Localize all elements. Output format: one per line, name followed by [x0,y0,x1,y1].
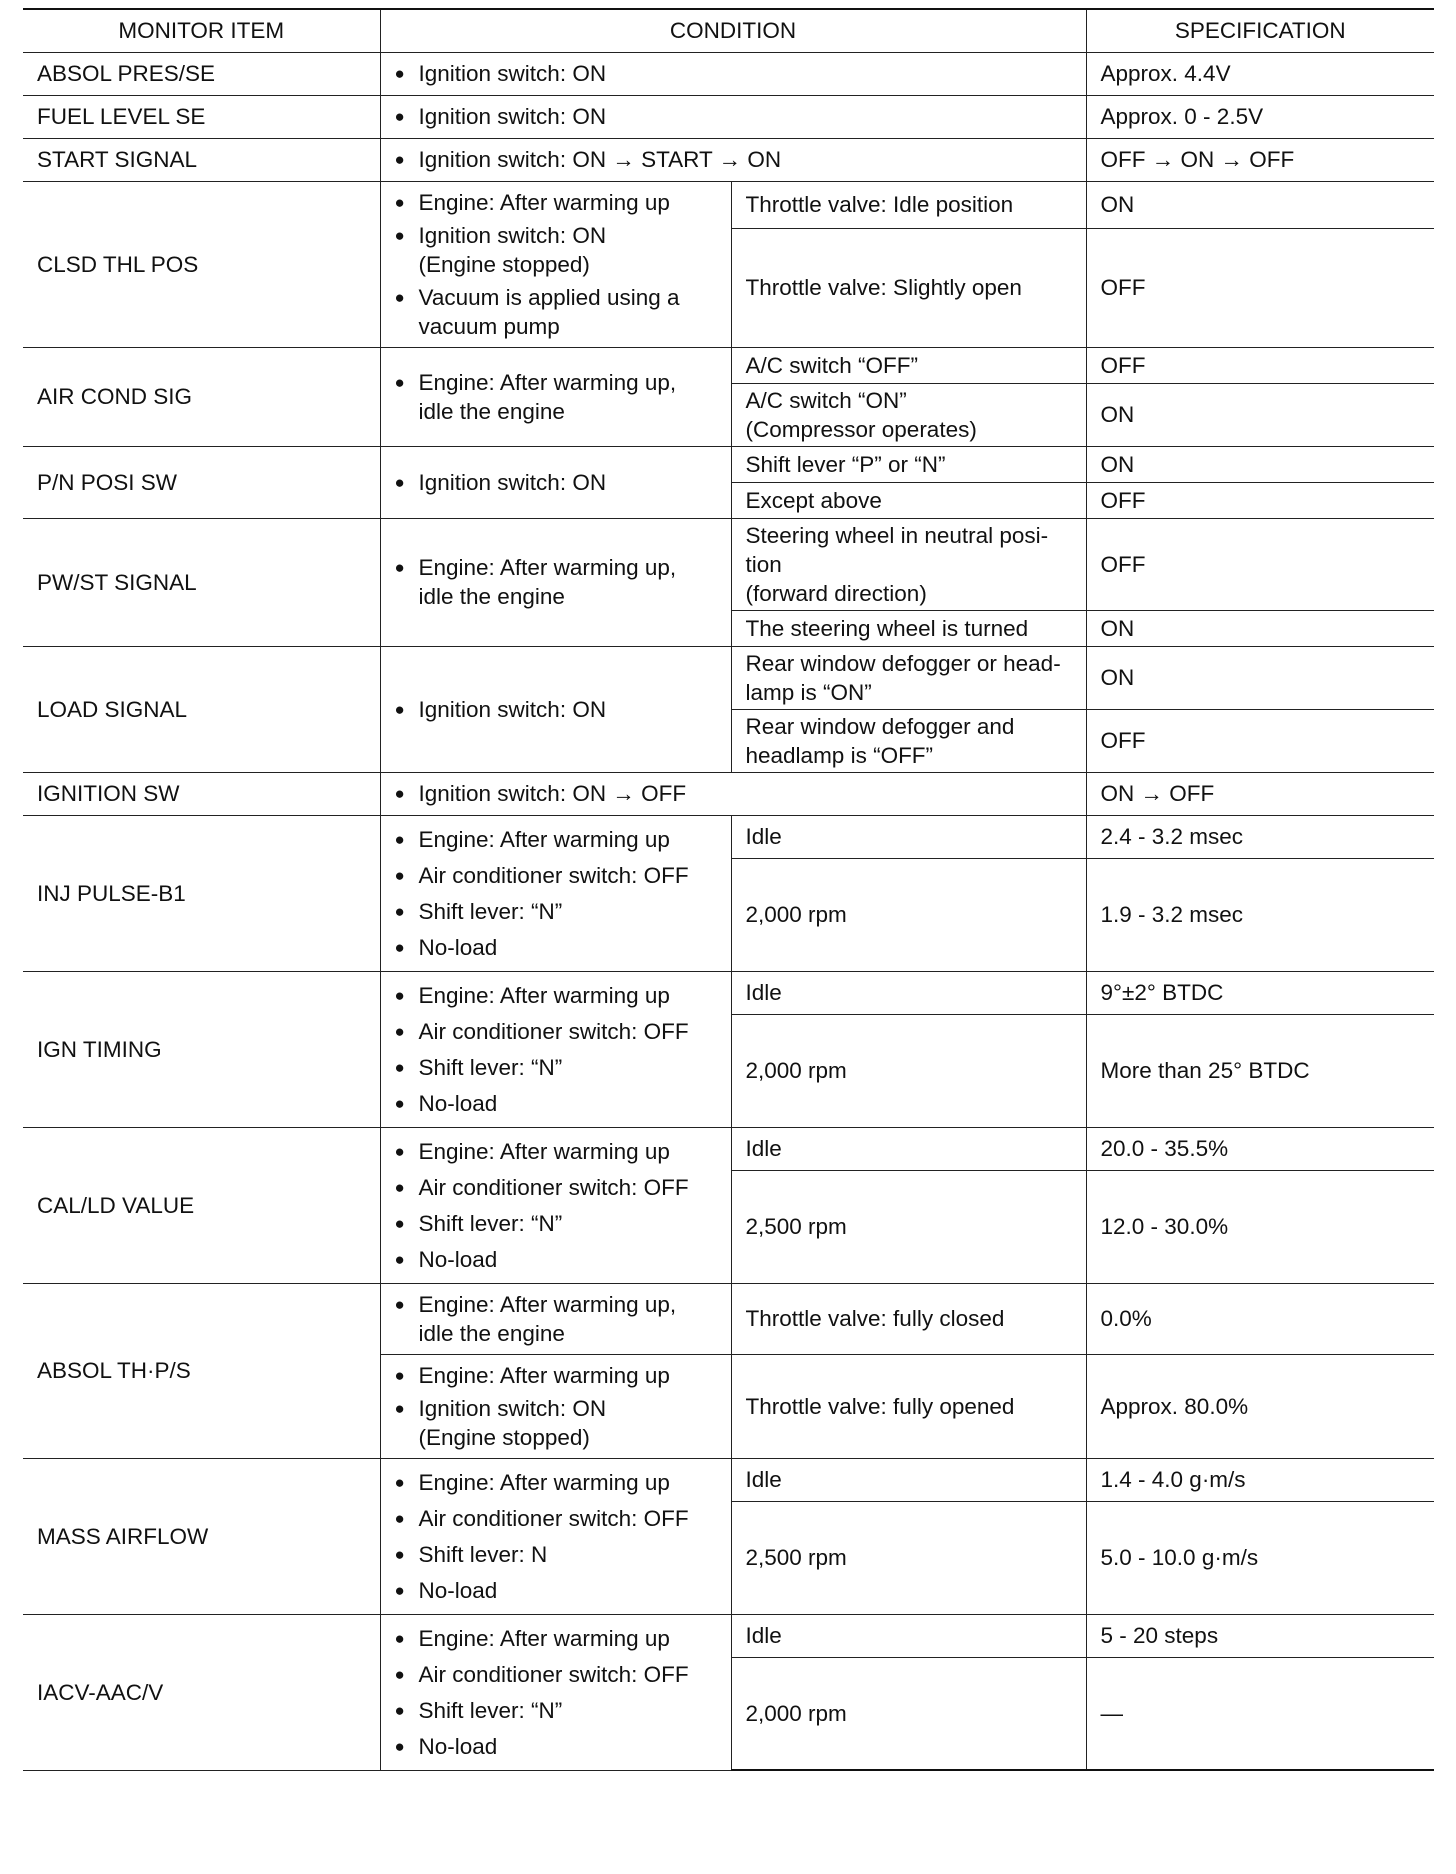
sub-condition: 2,000 rpm [731,1658,1086,1770]
condition-bullet: ● Engine: After warming up, idle the engine [395,1290,717,1348]
condition-cell [380,95,1086,138]
condition-bullet: ● Ignition switch: ON [395,102,1072,131]
header-condition: CONDITION [380,9,1086,52]
monitor-item: PW/ST SIGNAL [23,518,380,646]
condition-bullet: ● Engine: After warming up [395,1137,717,1166]
condition-bullet: ● Air conditioner switch: OFF [395,1173,717,1202]
spec-value: Approx. 0 - 2.5V [1086,95,1434,138]
spec-value: 2.4 - 3.2 msec [1086,815,1434,859]
monitor-spec-table [23,8,1434,1771]
table-row [23,815,1434,859]
condition-bullet: ● Ignition switch: ON [395,695,717,724]
spec-value: 5 - 20 steps [1086,1614,1434,1658]
table-row [23,138,1434,181]
condition-cell [380,646,731,772]
condition-bullet: ● Ignition switch: ON (Engine stopped) [395,1394,717,1452]
spec-value: More than 25° BTDC [1086,1015,1434,1127]
spec-value: Approx. 4.4V [1086,52,1434,95]
table-row [23,446,1434,482]
sub-condition: 2,000 rpm [731,1015,1086,1127]
monitor-item: CAL/LD VALUE [23,1127,380,1283]
sub-condition: Idle [731,1614,1086,1658]
sub-condition: Idle [731,971,1086,1015]
table-row [23,971,1434,1015]
spec-value: 20.0 - 35.5% [1086,1127,1434,1171]
spec-value: 5.0 - 10.0 g·m/s [1086,1502,1434,1614]
condition-bullet: ● Air conditioner switch: OFF [395,1017,717,1046]
table-row [23,772,1434,815]
condition-cell [380,1354,731,1458]
table-row [23,1458,1434,1502]
spec-value: 0.0% [1086,1283,1434,1354]
condition-cell [380,1283,731,1354]
sub-condition: Steering wheel in neutral posi- tion (forward direction) [731,518,1086,610]
sub-condition: Throttle valve: Slightly open [731,229,1086,347]
table-row [23,347,1434,383]
monitor-item: ABSOL PRES/SE [23,52,380,95]
condition-cell [380,1614,731,1770]
condition-bullet: ● No-load [395,1245,717,1274]
condition-bullet: ● Engine: After warming up [395,981,717,1010]
condition-bullet: ● Shift lever: “N” [395,897,717,926]
condition-bullet: ● No-load [395,1089,717,1118]
spec-value: 12.0 - 30.0% [1086,1171,1434,1283]
condition-bullet: ● Ignition switch: ON → OFF [395,779,1072,808]
spec-value: ON [1086,646,1434,709]
condition-bullet: ● Engine: After warming up, idle the engine [395,553,717,611]
table-row [23,1614,1434,1658]
spec-value: 1.9 - 3.2 msec [1086,859,1434,971]
sub-condition: Throttle valve: fully opened [731,1354,1086,1458]
spec-value: ON → OFF [1086,772,1434,815]
header-specification: SPECIFICATION [1086,9,1434,52]
condition-bullet: ● Engine: After warming up, idle the engine [395,368,717,426]
spec-value: OFF [1086,347,1434,383]
spec-value: OFF [1086,482,1434,518]
condition-bullet: ● Ignition switch: ON (Engine stopped) [395,221,717,279]
spec-value: OFF [1086,518,1434,610]
condition-bullet: ● Engine: After warming up [395,825,717,854]
spec-value: ON [1086,610,1434,646]
sub-condition: A/C switch “ON” (Compressor operates) [731,383,1086,446]
monitor-item: MASS AIRFLOW [23,1458,380,1614]
sub-condition: Idle [731,1458,1086,1502]
monitor-item: IACV-AAC/V [23,1614,380,1770]
spec-value: 9°±2° BTDC [1086,971,1434,1015]
header-monitor-item: MONITOR ITEM [23,9,380,52]
monitor-item: START SIGNAL [23,138,380,181]
condition-bullet: ● Engine: After warming up [395,1624,717,1653]
table-row [23,52,1434,95]
condition-cell [380,181,731,347]
condition-bullet: ● Shift lever: “N” [395,1209,717,1238]
sub-condition: 2,500 rpm [731,1171,1086,1283]
table-row [23,1127,1434,1171]
spec-value: — [1086,1658,1434,1770]
sub-condition: 2,000 rpm [731,859,1086,971]
sub-condition: Rear window defogger and headlamp is “OFF” [731,709,1086,772]
spec-value: 1.4 - 4.0 g·m/s [1086,1458,1434,1502]
sub-condition: Shift lever “P” or “N” [731,446,1086,482]
spec-value: OFF → ON → OFF [1086,138,1434,181]
condition-bullet: ● Shift lever: “N” [395,1053,717,1082]
condition-bullet: ● Engine: After warming up [395,1361,717,1390]
condition-bullet: ● Shift lever: “N” [395,1696,717,1725]
spec-value: OFF [1086,229,1434,347]
table-row [23,181,1434,229]
sub-condition: 2,500 rpm [731,1502,1086,1614]
condition-bullet: ● Air conditioner switch: OFF [395,861,717,890]
monitor-item: FUEL LEVEL SE [23,95,380,138]
condition-bullet: ● No-load [395,933,717,962]
sub-condition: Throttle valve: fully closed [731,1283,1086,1354]
condition-bullet: ● Ignition switch: ON → START → ON [395,145,1072,174]
condition-bullet: ● Engine: After warming up [395,1468,717,1497]
sub-condition: The steering wheel is turned [731,610,1086,646]
monitor-item: AIR COND SIG [23,347,380,446]
spec-value: OFF [1086,709,1434,772]
spec-value: ON [1086,181,1434,229]
table-row [23,95,1434,138]
condition-bullet: ● Ignition switch: ON [395,59,1072,88]
sub-condition: A/C switch “OFF” [731,347,1086,383]
condition-bullet: ● Air conditioner switch: OFF [395,1660,717,1689]
condition-cell [380,138,1086,181]
monitor-item: LOAD SIGNAL [23,646,380,772]
monitor-item: INJ PULSE-B1 [23,815,380,971]
header-row [23,9,1434,52]
condition-bullet: ● Shift lever: N [395,1540,717,1569]
condition-cell [380,52,1086,95]
monitor-item: IGNITION SW [23,772,380,815]
sub-condition: Throttle valve: Idle position [731,181,1086,229]
condition-bullet: ● No-load [395,1732,717,1761]
condition-cell [380,1458,731,1614]
condition-cell [380,815,731,971]
condition-cell [380,971,731,1127]
sub-condition: Rear window defogger or head- lamp is “ON” [731,646,1086,709]
sub-condition: Except above [731,482,1086,518]
spec-value: Approx. 80.0% [1086,1354,1434,1458]
monitor-item: ABSOL TH·P/S [23,1283,380,1458]
table-row [23,518,1434,610]
condition-cell [380,347,731,446]
condition-bullet: ● Engine: After warming up [395,188,717,217]
condition-cell [380,772,1086,815]
condition-bullet: ● Vacuum is applied using a vacuum pump [395,283,717,341]
spec-value: ON [1086,446,1434,482]
condition-bullet: ● Ignition switch: ON [395,468,717,497]
condition-cell [380,446,731,518]
condition-bullet: ● No-load [395,1576,717,1605]
monitor-item: CLSD THL POS [23,181,380,347]
condition-bullet: ● Air conditioner switch: OFF [395,1504,717,1533]
condition-cell [380,518,731,646]
table-row [23,1283,1434,1354]
spec-value: ON [1086,383,1434,446]
condition-cell [380,1127,731,1283]
sub-condition: Idle [731,1127,1086,1171]
monitor-item: IGN TIMING [23,971,380,1127]
monitor-item: P/N POSI SW [23,446,380,518]
sub-condition: Idle [731,815,1086,859]
table-row [23,646,1434,709]
